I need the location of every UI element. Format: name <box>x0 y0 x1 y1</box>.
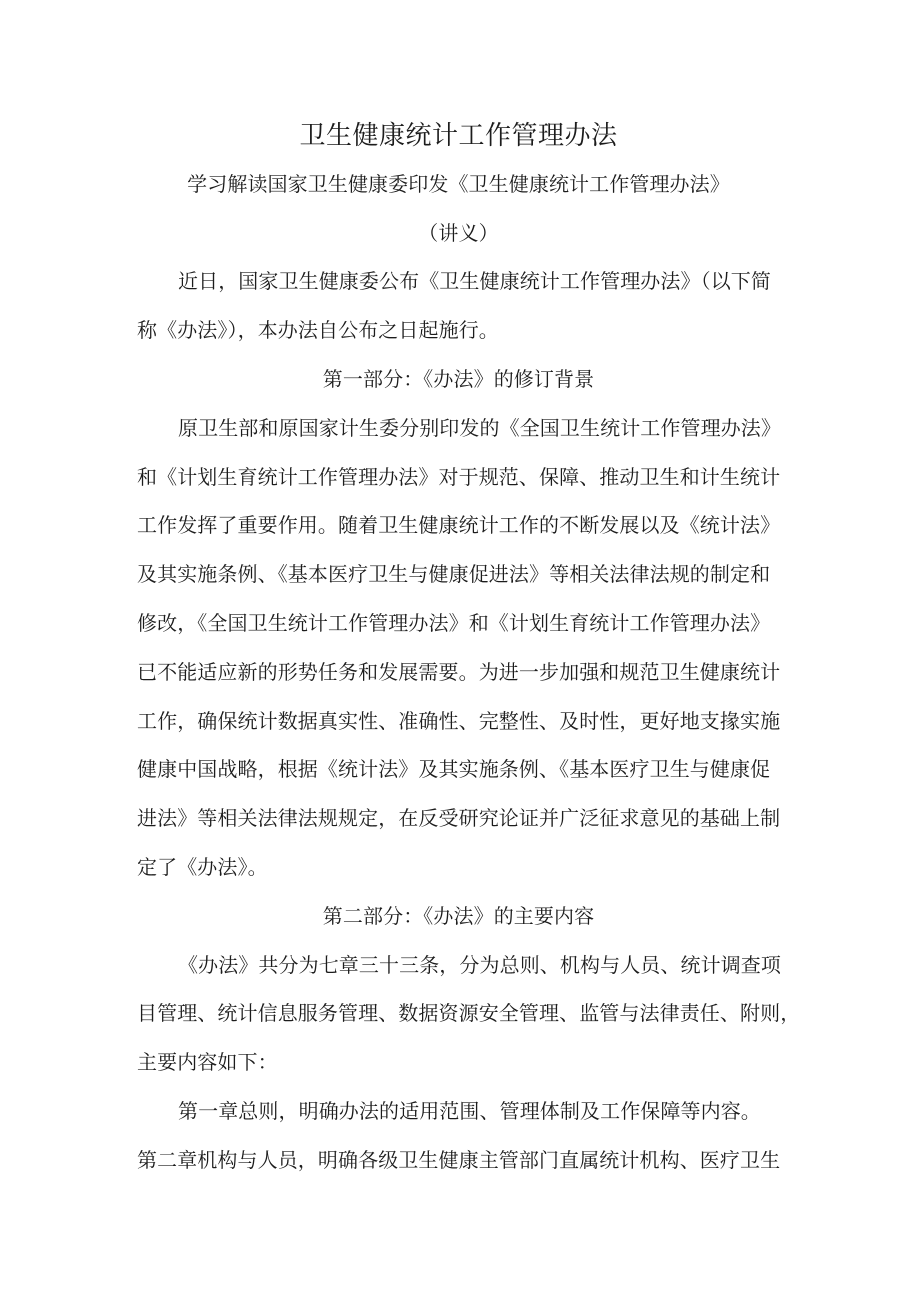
paragraph-line: 修改，《全国卫生统计工作管理办法》和《计划生育统计工作管理办法》 <box>137 612 771 635</box>
paragraph-line: 第二章机构与人员，明确各级卫生健康主管部门直属统计机构、医疗卫生 <box>137 1149 781 1172</box>
paragraph-line: 原卫生部和原国家计生委分别印发的《全国卫生统计工作管理办法》 <box>178 417 781 440</box>
paragraph-line: 已不能适应新的形势任务和发展需要。为进一步加强和规范卫生健康统计 <box>137 661 781 684</box>
paragraph-line: 定了《办法》。 <box>137 856 268 879</box>
paragraph-line: 健康中国战略，根据《统计法》及其实施条例、《基本医疗卫生与健康促 <box>137 759 771 782</box>
section-heading: 第二部分：《办法》的主要内容 <box>322 905 595 928</box>
paragraph-line: 工作，确保统计数据真实性、准确性、完整性、及时性，更好地支掾实施 <box>137 710 781 733</box>
paragraph-line: 和《计划生育统计工作管理办法》对于规范、保障、推动卫生和计生统计 <box>137 466 781 489</box>
document-subtitle: 学习解读国家卫生健康委印发《卫生健康统计工作管理办法》 <box>187 173 730 196</box>
paragraph-line: 《办法》共分为七章三十三条，分为总则、机构与人员、统计调查项 <box>178 954 781 977</box>
section-heading: 第一部分：《办法》的修订背景 <box>322 368 595 391</box>
document-title: 卫生健康统计工作管理办法 <box>299 121 618 150</box>
paragraph-line: 主要内容如下： <box>137 1052 278 1075</box>
paragraph-line: 进法》等相关法律法规规定，在反受研究论证并广泛征求意见的基础上制 <box>137 808 781 831</box>
document-note: （讲义） <box>418 222 499 245</box>
paragraph-line: 第一章总则，明确办法的适用范围、管理体制及工作保障等内容。 <box>178 1100 761 1123</box>
paragraph-line: 及其实施条例、《基本医疗卫生与健康促进法》等相关法律法规的制定和 <box>137 564 771 587</box>
paragraph-line: 目管理、统计信息服务管理、数据资源安全管理、监管与法律责任、附则， <box>137 1003 801 1026</box>
paragraph-line: 称《办法》），本办法自公布之日起施行。 <box>137 320 499 343</box>
paragraph-line: 近日，国家卫生健康委公布《卫生健康统计工作管理办法》（以下简 <box>178 271 771 294</box>
paragraph-line: 工作发挥了重要作用。随着卫生健康统计工作的不断发展以及《统计法》 <box>137 515 781 538</box>
